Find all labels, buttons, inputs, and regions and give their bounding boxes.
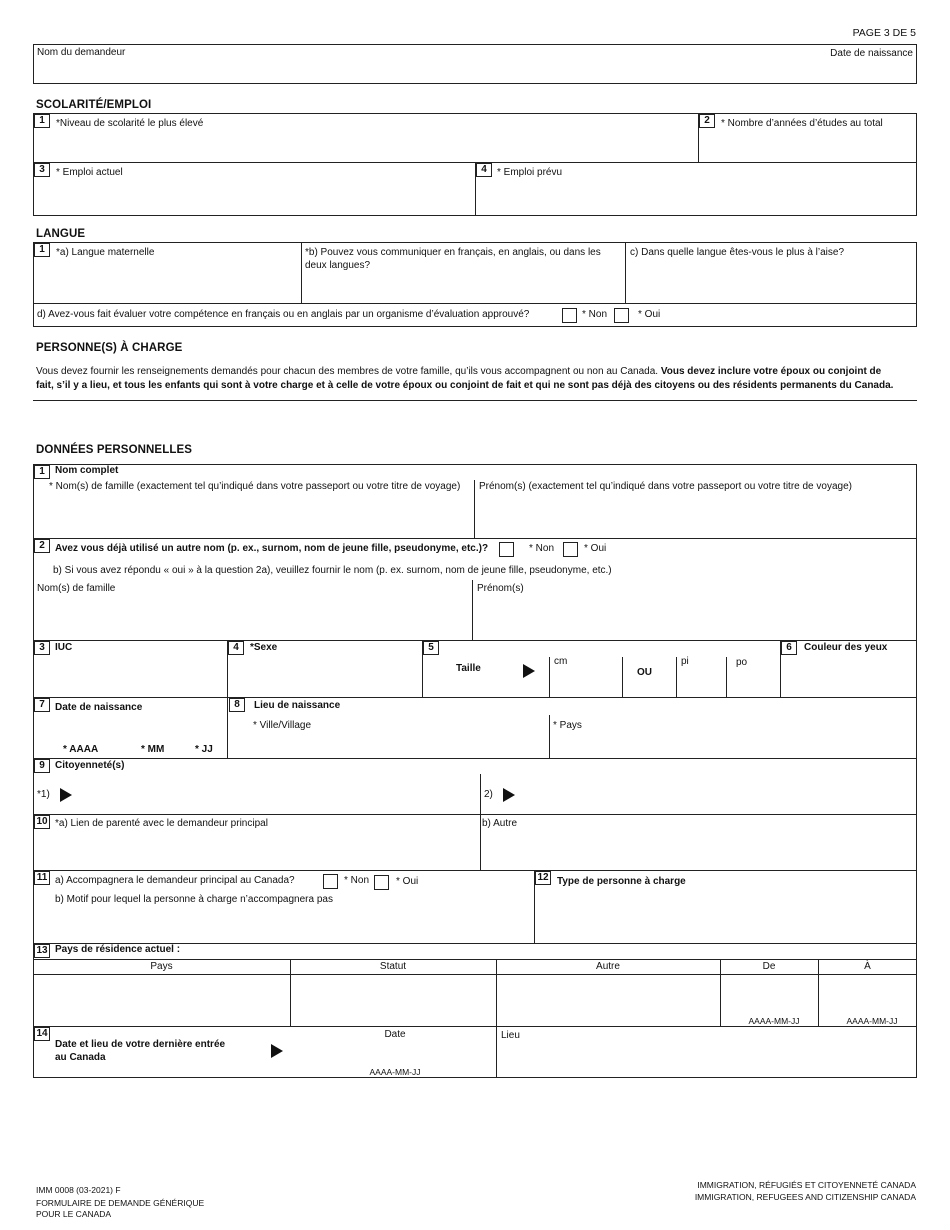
preferred-language-label: c) Dans quelle langue êtes-vous le plus à l’aise? [630, 247, 845, 258]
sex-label: *Sexe [250, 642, 278, 653]
p-q7-number: 7 [34, 698, 50, 712]
last-entry-label-line2: au Canada [55, 1052, 106, 1063]
height-cm-label: cm [554, 656, 568, 667]
highest-education-label: *Niveau de scolarité le plus élevé [56, 118, 204, 129]
accompany-no-label: * Non [344, 875, 370, 886]
language-test-yes-label: * Oui [638, 309, 661, 320]
birth-place-label: Lieu de naissance [254, 700, 341, 711]
last-entry-arrow-icon [271, 1044, 283, 1058]
relationship-other-label: b) Autre [482, 818, 518, 829]
other-name-yes-checkbox[interactable] [563, 542, 578, 557]
accompany-label: a) Accompagnera le demandeur principal au Canada? [55, 875, 295, 886]
language-test-no-label: * Non [582, 309, 608, 320]
p-q4-number: 4 [228, 641, 244, 655]
residence-col-to: À [864, 961, 871, 972]
p-q11-number: 11 [34, 871, 50, 885]
p-q10-number: 10 [34, 815, 50, 829]
birth-month-label: * MM [141, 744, 165, 755]
department-fr: IMMIGRATION, RÉFUGIÉS ET CITOYENNETÉ CANADA [697, 1180, 916, 1190]
q3-number: 3 [34, 163, 50, 177]
last-entry-date-label: Date [384, 1029, 406, 1040]
height-arrow-icon [523, 664, 535, 678]
other-family-name-label: Nom(s) de famille [37, 583, 116, 594]
citizenship-2-arrow-icon [503, 788, 515, 802]
p-q12-number: 12 [535, 871, 551, 885]
residence-col-status: Statut [379, 961, 407, 972]
birth-year-label: * AAAA [63, 744, 99, 755]
language-test-yes-checkbox[interactable] [614, 308, 629, 323]
p-q14-number: 14 [34, 1027, 50, 1041]
birth-date-field-label: Date de naissance [55, 702, 143, 713]
full-name-title: Nom complet [55, 465, 119, 476]
other-name-question: Avez vous déjà utilisé un autre nom (p. ex., surnom, nom de jeune fille, pseudonyme, etc.)? [55, 543, 489, 554]
p-q5-number: 5 [423, 641, 439, 655]
birth-country-label: * Pays [553, 720, 582, 731]
language-test-no-checkbox[interactable] [562, 308, 577, 323]
communicate-label-line2: deux langues? [305, 260, 371, 271]
language-test-label: d) Avez-vous fait évaluer votre compétence en français ou en anglais par un organisme d’évaluation approuvé? [37, 309, 530, 320]
language-section-title: LANGUE [36, 228, 86, 240]
p-q6-number: 6 [781, 641, 797, 655]
residence-col-from: De [762, 961, 776, 972]
accompany-yes-label: * Oui [396, 876, 419, 887]
p-q1-number: 1 [34, 465, 50, 479]
current-job-label: * Emploi actuel [56, 167, 123, 178]
mother-tongue-label: *a) Langue maternelle [56, 247, 155, 258]
relationship-label: *a) Lien de parenté avec le demandeur principal [55, 818, 268, 829]
other-name-instructions: b) Si vous avez répondu « oui » à la question 2a), veuillez fournir le nom (p. ex. surnom, nom de jeune fille, pseudonyme, etc.) [53, 565, 612, 576]
form-code: IMM 0008 (03-2021) F [36, 1185, 121, 1195]
education-section-title: SCOLARITÉ/EMPLOI [36, 99, 152, 111]
citizenship-label: Citoyenneté(s) [55, 760, 125, 771]
other-name-no-checkbox[interactable] [499, 542, 514, 557]
form-title-line1: FORMULAIRE DE DEMANDE GÉNÉRIQUE [36, 1198, 205, 1208]
not-accompany-reason-label: b) Motif pour lequel la personne à charge n’accompagnera pas [55, 894, 333, 905]
residence-from-format: AAAA-MM-JJ [748, 1016, 800, 1026]
years-study-label: * Nombre d’années d’études au total [721, 118, 883, 129]
given-name-label: Prénom(s) (exactement tel qu’indiqué dans votre passeport ou votre titre de voyage) [479, 481, 852, 492]
birth-day-label: * JJ [195, 744, 213, 755]
residence-col-other: Autre [596, 961, 620, 972]
residence-col-country: Pays [150, 961, 173, 972]
dependants-section-title: PERSONNE(S) À CHARGE [36, 342, 183, 354]
page-number: PAGE 3 DE 5 [852, 27, 916, 39]
height-or-label: OU [637, 667, 652, 678]
department-en: IMMIGRATION, REFUGEES AND CITIZENSHIP CANADA [694, 1192, 916, 1202]
last-entry-place-label: Lieu [501, 1030, 520, 1041]
form-title-line2: POUR LE CANADA [36, 1209, 112, 1219]
citizenship-2-label: 2) [484, 789, 493, 800]
p-q3-number: 3 [34, 641, 50, 655]
height-ft-label: pi [681, 656, 689, 667]
applicant-name-label: Nom du demandeur [37, 47, 126, 58]
p-q2-number: 2 [34, 539, 50, 553]
family-name-label: * Nom(s) de famille (exactement tel qu’indiqué dans votre passeport ou votre titre de voyage) [49, 481, 461, 492]
p-q8-number: 8 [229, 698, 245, 712]
height-label: Taille [456, 663, 481, 674]
other-given-name-label: Prénom(s) [477, 583, 524, 594]
citizenship-1-arrow-icon [60, 788, 72, 802]
dependant-type-label: Type de personne à charge [557, 876, 686, 887]
citizenship-1-label: *1) [37, 789, 50, 800]
q1-number: 1 [34, 114, 50, 128]
q2-number: 2 [699, 114, 715, 128]
other-name-yes-label: * Oui [584, 543, 607, 554]
accompany-yes-checkbox[interactable] [374, 875, 389, 890]
applicant-header-field[interactable] [33, 44, 917, 84]
birth-city-label: * Ville/Village [253, 720, 312, 731]
residence-to-format: AAAA-MM-JJ [846, 1016, 898, 1026]
lang-q1-number: 1 [34, 243, 50, 257]
other-name-no-label: * Non [529, 543, 555, 554]
residence-country-label: Pays de résidence actuel : [55, 944, 181, 955]
p-q13-number: 13 [34, 944, 50, 958]
personal-table [33, 464, 917, 1078]
accompany-no-checkbox[interactable] [323, 874, 338, 889]
last-entry-date-format: AAAA-MM-JJ [369, 1067, 421, 1077]
intended-job-label: * Emploi prévu [497, 167, 563, 178]
communicate-label-line1: *b) Pouvez vous communiquer en français, en anglais, ou dans les [305, 247, 601, 258]
personal-section-title: DONNÉES PERSONNELLES [36, 444, 192, 456]
p-q9-number: 9 [34, 759, 50, 773]
eye-colour-label: Couleur des yeux [804, 642, 888, 653]
uci-label: IUC [55, 642, 73, 653]
birth-date-label: Date de naissance [830, 48, 913, 59]
height-in-label: po [736, 657, 748, 668]
dependants-instructions: Vous devez fournir les renseignements demandés pour chacun des membres de votre famille, qu’ils vous accompagnent ou non au Canada. Vous devez inclure votre époux ou conjoint de fait, s’il y a lieu, et tous les enfants qui sont à votre charge et à celle de votre époux ou conjoint de fait et qui ne sont pas déjà des citoyens ou des résidents permanents du Canada. [36, 366, 894, 391]
q4-number: 4 [476, 163, 492, 177]
last-entry-label-line1: Date et lieu de votre dernière entrée [55, 1039, 226, 1050]
